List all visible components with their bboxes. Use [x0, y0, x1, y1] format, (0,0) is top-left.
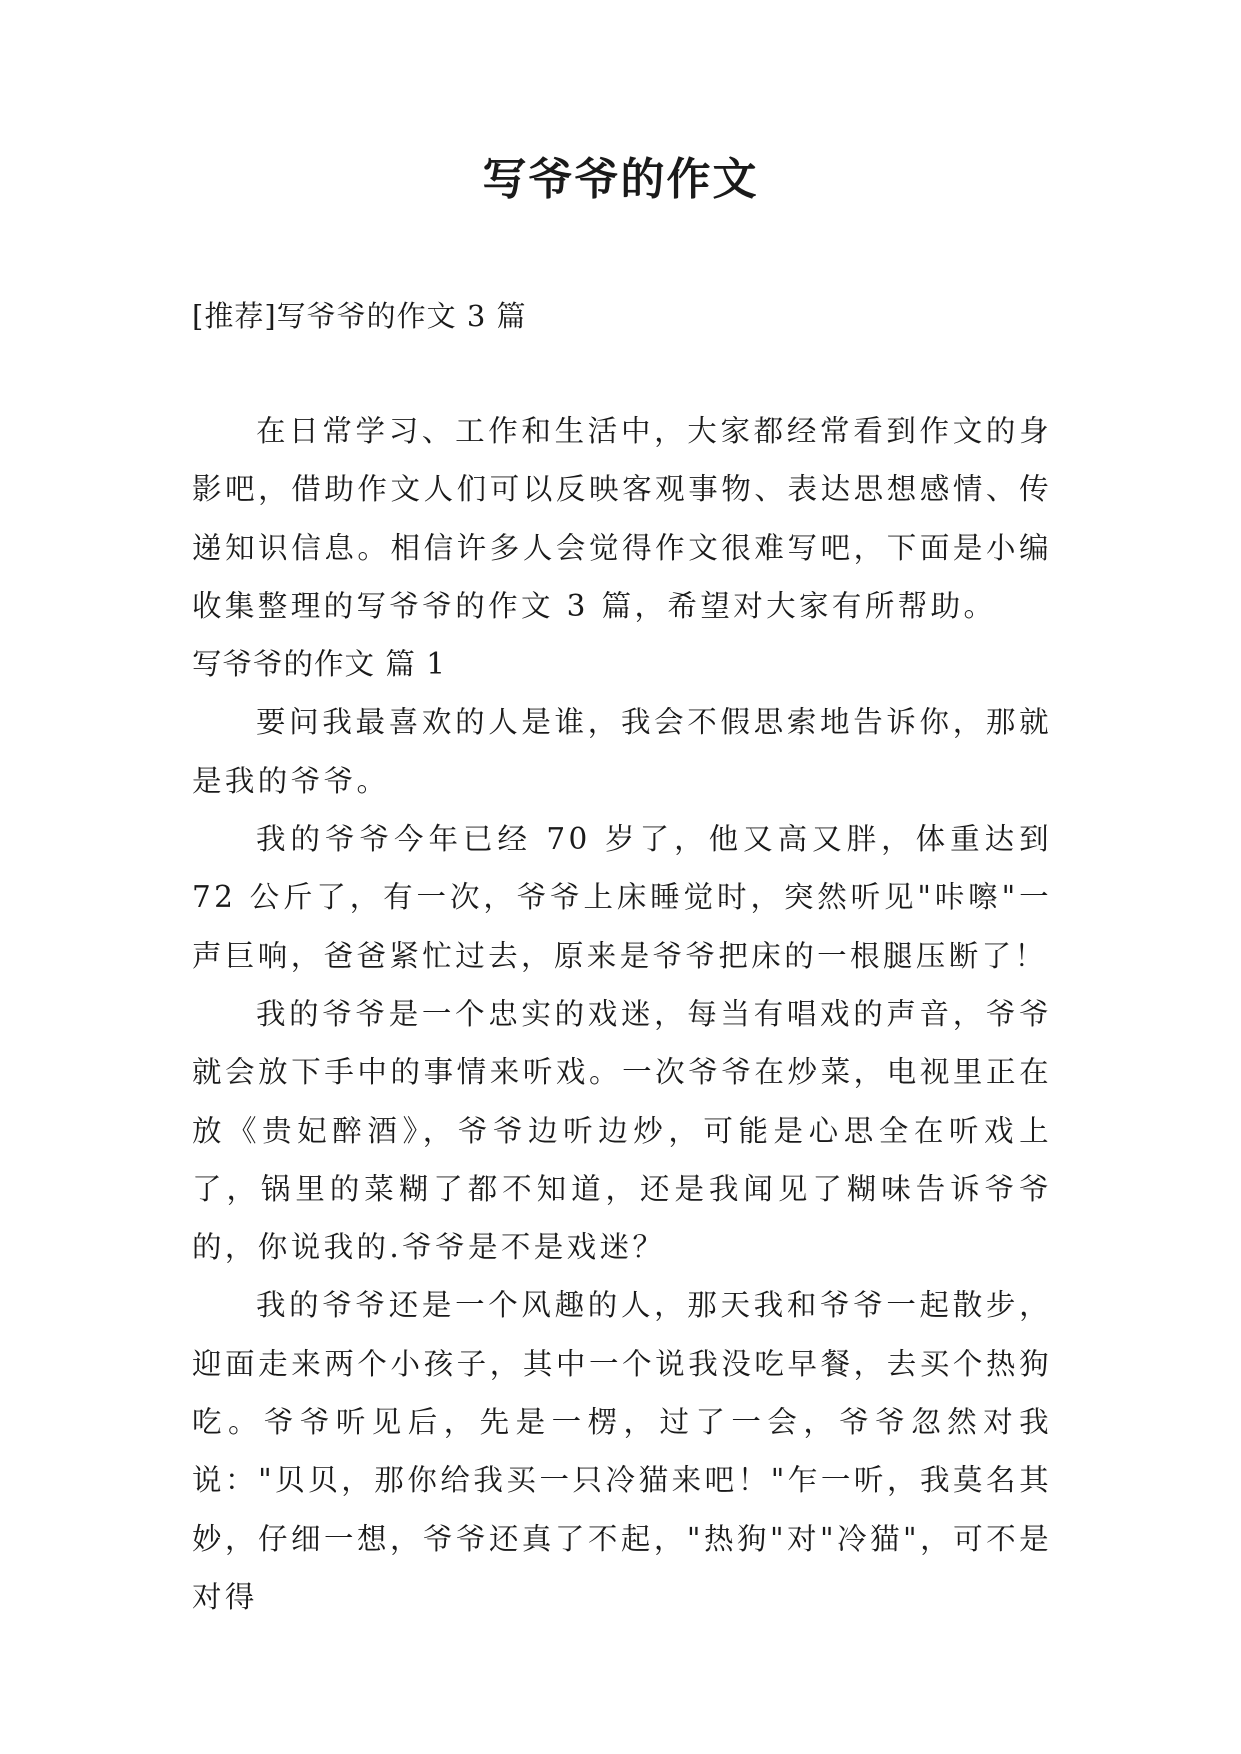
document-subtitle: [推荐]写爷爷的作文 3 篇	[192, 299, 527, 333]
body-paragraph: 要问我最喜欢的人是谁，我会不假思索地告诉你，那就是我的爷爷。	[192, 705, 1052, 798]
body-paragraph: 我的爷爷是一个忠实的戏迷，每当有唱戏的声音，爷爷就会放下手中的事情来听戏。一次爷爷在炒菜，电视里正在放《贵妃醉酒》，爷爷边听边炒，可能是心思全在听戏上了，锅里的菜糊了都不知道，还是我闻见了糊味告诉爷爷的，你说我的.爷爷是不是戏迷？	[192, 996, 1052, 1265]
document-title: 写爷爷的作文	[482, 154, 759, 205]
section-heading: 写爷爷的作文 篇 1	[192, 647, 447, 682]
body-paragraph: 我的爷爷今年已经 70 岁了，他又高又胖，体重达到 72 公斤了，有一次，爷爷上床睡觉时，突然听见"咔嚓"一声巨响，爸爸紧忙过去，原来是爷爷把床的一根腿压断了！	[192, 822, 1052, 973]
body-paragraph: 我的爷爷还是一个风趣的人，那天我和爷爷一起散步，迎面走来两个小孩子，其中一个说我没吃早餐，去买个热狗吃。爷爷听见后，先是一楞，过了一会，爷爷忽然对我说："贝贝，那你给我买一只冷猫来吧！"乍一听，我莫名其妙，仔细一想，爷爷还真了不起，"热狗"对"冷猫"，可不是对得	[192, 1288, 1052, 1614]
document-body	[192, 402, 1052, 1626]
intro-paragraph: 在日常学习、工作和生活中，大家都经常看到作文的身影吧，借助作文人们可以反映客观事物、表达思想感情、传递知识信息。相信许多人会觉得作文很难写吧，下面是小编收集整理的写爷爷的作文 3 篇，希望对大家有所帮助。	[192, 414, 1052, 623]
